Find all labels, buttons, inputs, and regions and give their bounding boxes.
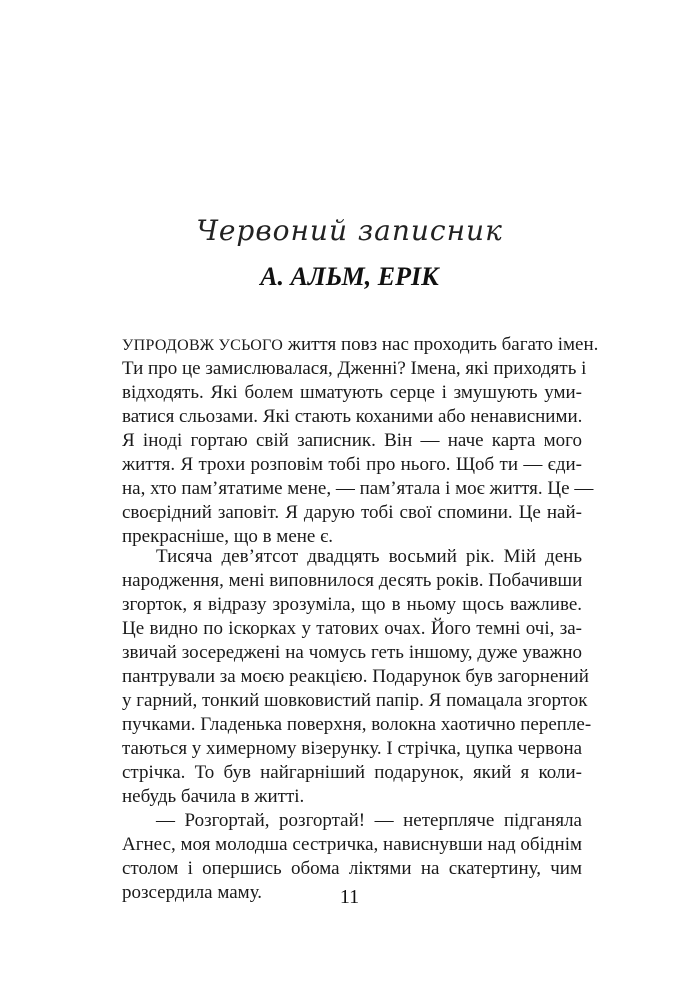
paragraph-line: життя. Я трохи розповім тобі про нього. Щоб ти — єди- [122, 454, 582, 475]
paragraph-line: Це видно по іскорках у татових очах. Його темні очі, за- [122, 618, 582, 639]
dialogue-line: столом і опершись обома ліктями на скатертину, чим [122, 858, 582, 879]
lead-in-words: УПРОДОВЖ УСЬОГО [122, 337, 284, 354]
paragraph-line: пантрували за моєю реакцією. Подарунок був загорнений [122, 666, 589, 687]
paragraph-line: небудь бачила в житті. [122, 786, 305, 807]
dialogue-line: Агнес, моя молодша сестричка, нависнувши над обіднім [122, 834, 582, 855]
paragraph-line: ватися сльозами. Які стають коханими або ненависними. [122, 406, 583, 427]
lead-in-rest: життя повз нас проходить багато імен. [283, 334, 599, 355]
section-heading: А. АЛЬМ, ЕРІК [260, 262, 439, 291]
paragraph-2 [122, 545, 592, 905]
paragraph-line: згорток, я відразу зрозуміла, що в ньому щось важливе. [122, 594, 582, 615]
paragraph-line: стрічка. То був найгарніший подарунок, який я коли- [122, 762, 582, 783]
chapter-title: Червоний записник [196, 214, 503, 247]
paragraph-line: Ти про це замислювалася, Дженні? Імена, які приходять і [122, 358, 587, 379]
page-number: 11 [339, 886, 360, 908]
paragraph-line: Я іноді гортаю свій записник. Він — наче карта мого [122, 430, 582, 451]
paragraph-line: Тисяча дев’ятсот двадцять восьмий рік. Мій день [156, 546, 582, 567]
paragraph-line [122, 333, 599, 357]
paragraph-line: таються у химерному візерунку. І стрічка, цупка червона [122, 738, 583, 759]
paragraph-line: відходять. Які болем шматують серце і змушують уми- [122, 382, 582, 403]
dialogue-line: — Розгортай, розгортай! — нетерпляче підганяла [156, 810, 582, 831]
paragraph-1 [122, 333, 599, 549]
paragraph-line: звичай зосереджені на чомусь геть іншому, дуже уважно [122, 642, 582, 663]
paragraph-line: своєрідний заповіт. Я дарую тобі свої спомини. Це най- [122, 502, 582, 523]
paragraph-line: пучками. Гладенька поверхня, волокна хаотично перепле- [122, 714, 592, 735]
dialogue-line: розсердила маму. [122, 882, 263, 903]
paragraph-line: народження, мені виповнилося десять років. Побачивши [122, 570, 583, 591]
paragraph-line: у гарний, тонкий шовковистий папір. Я помацала згорток [122, 690, 588, 711]
paragraph-line: на, хто пам’ятатиме мене, — пам’ятала і моє життя. Це — [122, 478, 594, 499]
paragraph-line: прекрасніше, що в мене є. [122, 526, 334, 547]
